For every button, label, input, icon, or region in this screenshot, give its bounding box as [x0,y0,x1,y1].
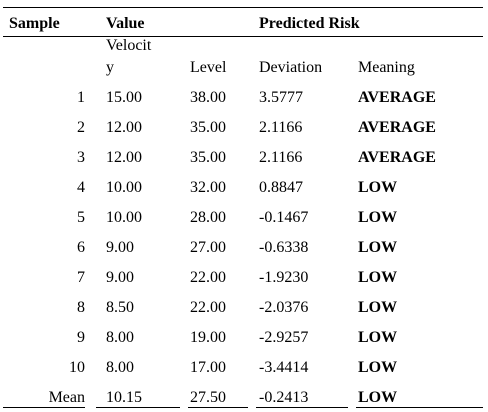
cell-level: 35.00 [190,149,226,166]
cell-meaning: LOW [358,299,398,316]
cell-velocity: 10.00 [106,209,142,226]
table-top-rule [3,7,483,8]
cell-meaning: AVERAGE [358,89,436,106]
cell-velocity: 9.00 [106,269,134,286]
cell-velocity: 8.00 [106,329,134,346]
cell-velocity: 10.15 [106,389,142,406]
cell-deviation: 2.1166 [259,149,303,166]
cell-level: 28.00 [190,209,226,226]
header-predicted-risk: Predicted Risk [259,15,360,32]
table-header-rule [3,36,483,37]
cell-deviation: -2.0376 [259,299,309,316]
cell-velocity: 12.00 [106,149,142,166]
cell-sample: 8 [77,299,85,316]
cell-sample: 2 [77,119,85,136]
subheader-velocity-line2: y [106,59,114,76]
cell-deviation: -0.2413 [259,389,309,406]
cell-level: 32.00 [190,179,226,196]
cell-velocity: 10.00 [106,179,142,196]
cell-level: 27.00 [190,239,226,256]
cell-meaning: LOW [358,269,398,286]
cell-meaning: LOW [358,179,398,196]
cell-velocity: 8.50 [106,299,134,316]
cell-deviation: 0.8847 [259,179,303,196]
table-bottom-rule-velocity [96,407,180,408]
cell-sample: 9 [77,329,85,346]
table-bottom-rule-deviation [256,407,348,408]
cell-level: 35.00 [190,119,226,136]
cell-sample: 1 [77,89,85,106]
cell-sample: 10 [69,359,85,376]
cell-deviation: 2.1166 [259,119,303,136]
cell-meaning: LOW [358,389,398,406]
header-sample: Sample [9,15,60,32]
subheader-velocity-line1: Velocit [106,37,152,54]
cell-level: 22.00 [190,269,226,286]
table-bottom-rule-level [188,407,248,408]
cell-meaning: LOW [358,329,398,346]
cell-level: 19.00 [190,329,226,346]
subheader-meaning: Meaning [358,59,415,76]
cell-sample: Mean [48,389,85,406]
cell-velocity: 15.00 [106,89,142,106]
cell-meaning: LOW [358,209,398,226]
cell-meaning: AVERAGE [358,149,436,166]
cell-deviation: -3.4414 [259,359,309,376]
table-bottom-rule-sample [3,407,85,408]
cell-sample: 6 [77,239,85,256]
cell-level: 38.00 [190,89,226,106]
cell-velocity: 9.00 [106,239,134,256]
table-bottom-rule-meaning [356,407,483,408]
cell-velocity: 12.00 [106,119,142,136]
cell-sample: 5 [77,209,85,226]
cell-meaning: AVERAGE [358,119,436,136]
subheader-deviation: Deviation [259,59,323,76]
header-value: Value [106,15,145,32]
cell-deviation: -2.9257 [259,329,309,346]
cell-meaning: LOW [358,239,398,256]
cell-deviation: -0.6338 [259,239,309,256]
subheader-level: Level [190,59,227,76]
cell-deviation: 3.5777 [259,89,303,106]
cell-velocity: 8.00 [106,359,134,376]
cell-level: 22.00 [190,299,226,316]
cell-deviation: -1.9230 [259,269,309,286]
cell-sample: 4 [77,179,85,196]
cell-level: 17.00 [190,359,226,376]
cell-deviation: -0.1467 [259,209,309,226]
cell-level: 27.50 [190,389,226,406]
cell-sample: 3 [77,149,85,166]
cell-meaning: LOW [358,359,398,376]
cell-sample: 7 [77,269,85,286]
